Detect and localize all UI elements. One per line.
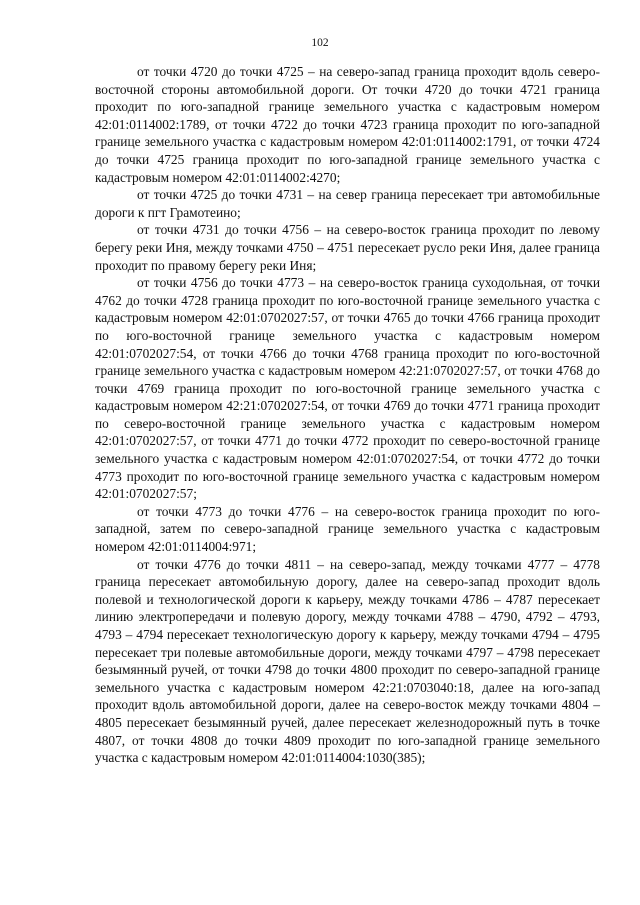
paragraph-points-4720-4725: от точки 4720 до точки 4725 – на северо-запад граница проходит вдоль северо-восточной стороны автомобильной дороги. От точки 4720 до точки 4721 граница проходит по юго-западной границе земельного участка с кадастровым номером 42:01:0114002:1789, от точки 4722 до точки 4723 граница проходит по юго-западной границе земельного участка с кадастровым номером 42:01:0114002:1791, от точки 4724 до точки 4725 граница проходит по юго-западной границе земельного участка с кадастровым номером 42:01:0114002:4270;: [95, 64, 600, 185]
paragraph-points-4756-4773: от точки 4756 до точки 4773 – на северо-восток граница суходольная, от точки 4762 до точки 4728 граница проходит по юго-восточной границе земельного участка с кадастровым номером 42:01:0702027:57, от точки 4765 до точки 4766 граница проходит по юго-восточной границе земельного участка с кадастровым номером 42:01:0702027:54, от точки 4766 до точки 4768 граница проходит по юго-восточной границе земельного участка с кадастровым номером 42:21:0702027:57, от точки 4768 до точки 4769 граница проходит по юго-восточной границе земельного участка с кадастровым номером 42:21:0702027:54, от точки 4769 до точки 4771 граница проходит по северо-восточной границе земельного участка с кадастровым номером 42:01:0702027:57, от точки 4771 до точки 4772 проходит по северо-восточной границе земельного участка с кадастровым номером 42:01:0702027:54, от точки 4772 до точки 4773 проходит по юго-восточной границе земельного участка с кадастровым номером 42:01:0702027:57;: [95, 275, 600, 502]
page-number: 102: [311, 37, 329, 49]
paragraph-points-4776-4811: от точки 4776 до точки 4811 – на северо-запад, между точками 4777 – 4778 граница пересекает автомобильную дорогу, далее на северо-запад проходит вдоль полевой и технологической дороги к карьеру, между точками 4786 – 4787 пересекает линию электропередачи и полевую дорогу, между точками 4788 – 4790, 4792 – 4793, 4793 – 4794 пересекает технологическую дорогу к карьеру, между точками 4794 – 4795 пересекает три полевые автомобильные дороги, между точками 4797 – 4798 пересекает безымянный ручей, от точки 4798 до точки 4800 проходит по северо-западной границе земельного участка с кадастровым номером 42:21:0703040:18, далее на юго-запад проходит вдоль автомобильной дороги, далее на северо-восток между точками 4804 – 4805 пересекает безымянный ручей, далее пересекает железнодорожный путь в точке 4807, от точки 4808 до точки 4809 проходит по юго-западной границе земельного участка с кадастровым номером 42:01:0114004:1030(385);: [95, 556, 600, 766]
document-body: [95, 63, 600, 767]
paragraph-points-4725-4731: от точки 4725 до точки 4731 – на север граница пересекает три автомобильные дороги к пгт Грамотеино;: [95, 187, 600, 220]
paragraph-points-4773-4776: от точки 4773 до точки 4776 – на северо-восток граница проходит по юго-западной, затем по северо-западной границе земельного участка с кадастровым номером 42:01:0114004:971;: [95, 503, 600, 555]
paragraph-points-4731-4756: от точки 4731 до точки 4756 – на северо-восток граница проходит по левому берегу реки Иня, между точками 4750 – 4751 пересекает русло реки Иня, далее граница проходит по правому берегу реки Иня;: [95, 222, 600, 273]
